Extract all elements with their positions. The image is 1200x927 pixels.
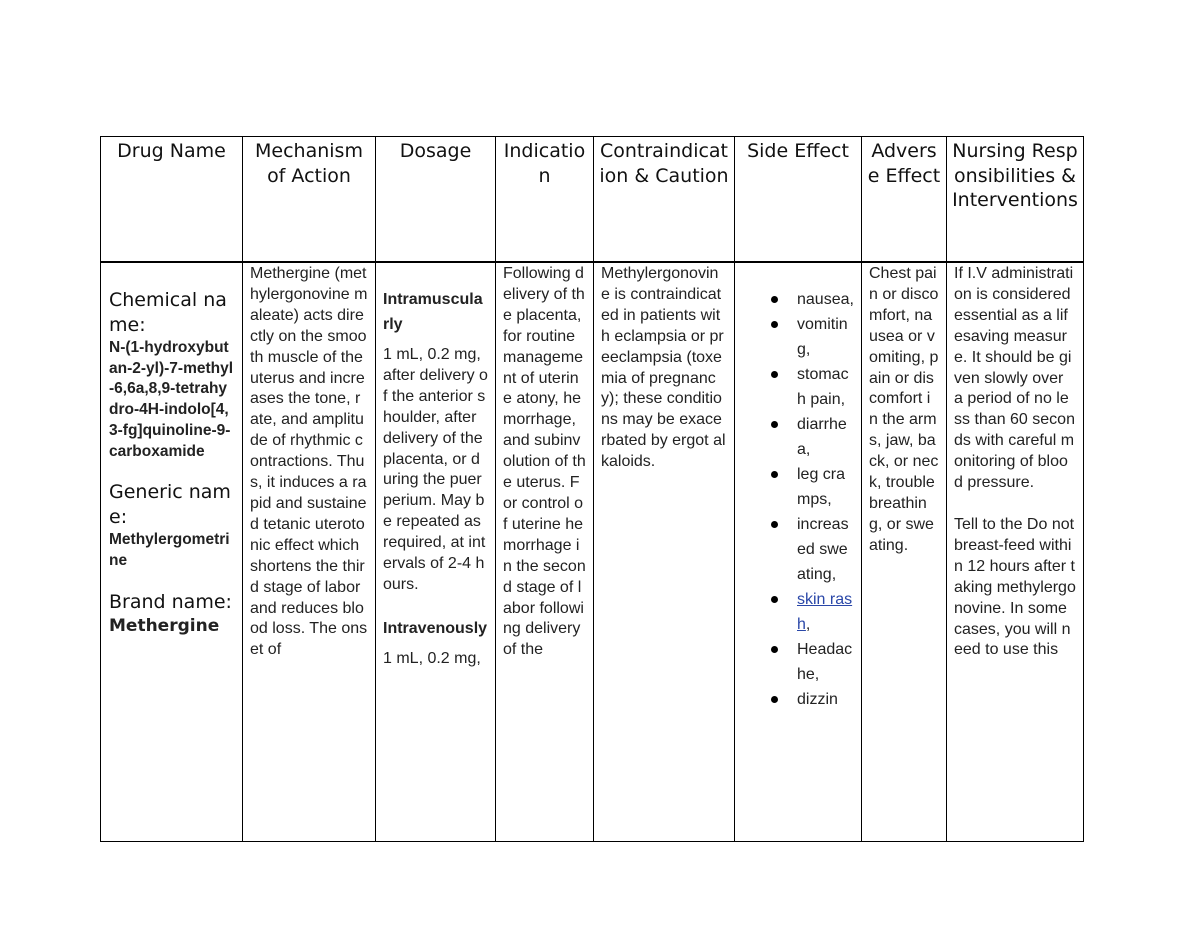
side-effect-list: [735, 287, 855, 712]
dosage-route-iv: Intravenously: [383, 619, 488, 637]
chemical-name: N-(1-hydroxybutan-2-yl)-7-methyl-6,6a,8,9-tetrahydro-4H-indolo[4,3-fg]quinoline-9-carboxamide: [109, 339, 234, 460]
mechanism-text: Methergine (methylergonovine maleate) acts directly on the smooth muscle of the uterus and increases the tone, rate, and amplitude of rhythmic contractions. Thus, it induces a rapid and sustained tetanic uterotonic effect which shortens the third stage of labor and reduces blood loss. The onset of: [250, 265, 368, 659]
header-nursing: Nursing Responsibilities & Interventions: [947, 137, 1084, 263]
cell-nursing: [947, 262, 1084, 842]
chemical-name-label: Chemical name:: [109, 289, 227, 336]
dosage-text-im: 1 mL, 0.2 mg, after delivery of the anterior shoulder, after delivery of the placenta, or during the puerperium. May be repeated as required, at intervals of 2-4 hours.: [383, 346, 488, 593]
header-side-effect: Side Effect: [735, 137, 862, 263]
brand-name: Methergine: [109, 615, 220, 636]
skin-rash-link[interactable]: skin rash: [797, 591, 853, 633]
cell-adverse-effect: [862, 262, 947, 842]
header-adverse-effect: Adverse Effect: [862, 137, 947, 263]
list-item: Headache,: [735, 637, 855, 687]
list-item: stomach pain,: [735, 362, 855, 412]
nursing-text-2: Tell to the Do not breast-feed within 12 hours after taking methylergonovine. In some cases, you will need to use this: [954, 515, 1076, 659]
list-item: vomiting,: [735, 312, 855, 362]
drug-info-table: [100, 136, 1084, 842]
generic-name-label: Generic name:: [109, 481, 231, 529]
indication-text: Following delivery of the placenta, for routine management of uterine atony, hemorrhage, and subinvolution of the uterus. For control of uterine hemorrhage in the second stage of labor following delivery of the: [503, 265, 586, 659]
table-row: [101, 262, 1084, 842]
generic-name: Methylergometrine: [109, 531, 230, 569]
list-item: leg cramps,: [735, 462, 855, 512]
cell-side-effect: [735, 262, 862, 842]
cell-mechanism: [243, 262, 376, 842]
list-item: increased sweating,: [735, 512, 855, 587]
list-item: skin rash,: [735, 587, 855, 637]
cell-contraindication: [594, 262, 735, 842]
header-drug-name: Drug Name: [101, 137, 243, 263]
brand-name-label: Brand name:: [109, 590, 232, 613]
list-item: nausea,: [735, 287, 855, 312]
header-dosage: Dosage: [376, 137, 496, 263]
header-mechanism: Mechanism of Action: [243, 137, 376, 263]
dosage-text-iv: 1 mL, 0.2 mg,: [383, 649, 481, 667]
contraindication-text: Methylergonovine is contraindicated in patients with eclampsia or preeclampsia (toxemia of pregnancy); these conditions may be exacerbated by ergot alkaloids.: [601, 265, 726, 471]
cell-indication: [496, 262, 594, 842]
list-item: diarrhea,: [735, 412, 855, 462]
nursing-text-1: If I.V administration is considered essential as a lifesaving measure. It should be given slowly over a period of no less than 60 seconds with careful monitoring of blood pressure.: [954, 265, 1075, 492]
adverse-effect-text: Chest pain or discomfort, nausea or vomiting, pain or discomfort in the arms, jaw, back, or neck, trouble breathing, or sweating.: [869, 265, 939, 554]
header-indication: Indication: [496, 137, 594, 263]
cell-dosage: [376, 262, 496, 842]
list-item: dizzin: [735, 687, 855, 712]
header-row: [101, 137, 1084, 263]
header-contraindication: Contraindication & Caution: [594, 137, 735, 263]
cell-drug-name: [101, 262, 243, 842]
dosage-route-im: Intramuscularly: [383, 291, 483, 333]
